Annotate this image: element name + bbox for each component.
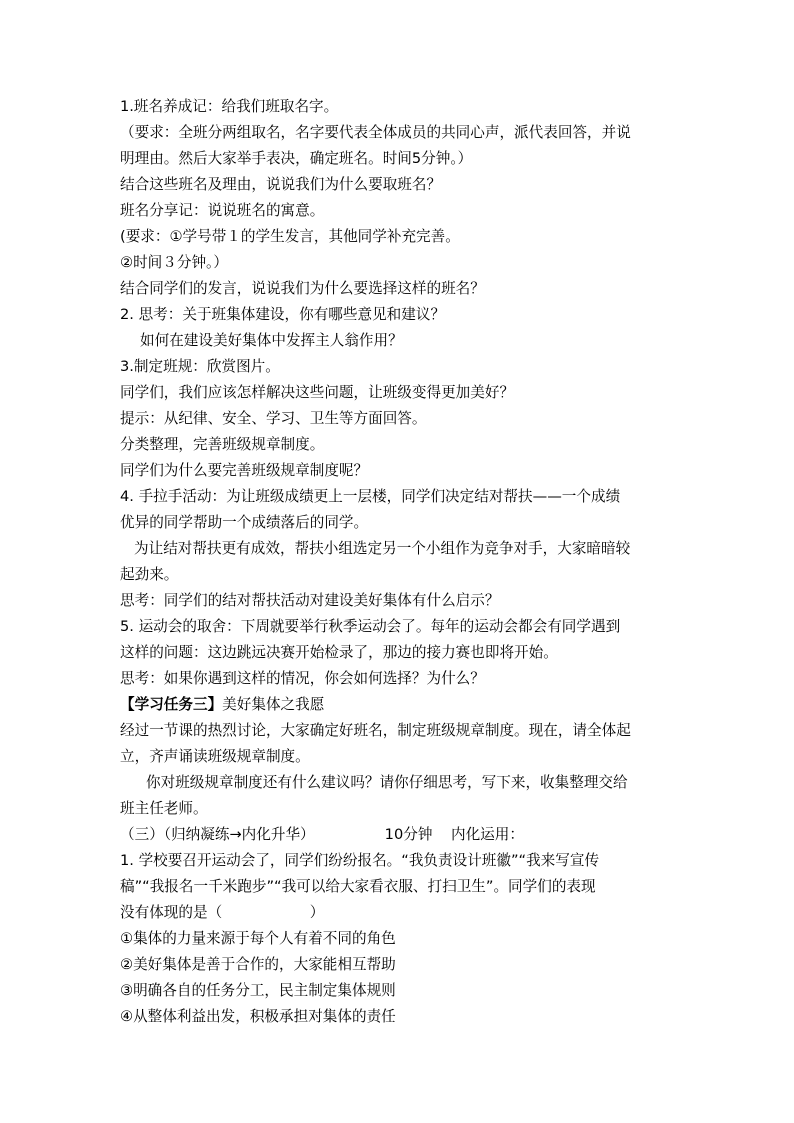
text-line: 如何在建设美好集体中发挥主人翁作用？ bbox=[140, 332, 403, 349]
text-line: 为让结对帮扶更有成效，帮扶小组选定另一个小组作为竞争对手，大家暗暗较 bbox=[134, 540, 631, 557]
text-line: 4. 手拉手活动：为让班级成绩更上一层楼，同学们决定结对帮扶——一个成绩 bbox=[120, 488, 621, 505]
option-line: ①集体的力量来源于每个人有着不同的角色 bbox=[120, 930, 396, 947]
text-line: 立，齐声诵读班级规章制度。 bbox=[120, 748, 310, 765]
question-line: 1. 学校要召开运动会了，同学们纷纷报名。“我负责设计班徽”“我来写宣传 bbox=[120, 852, 600, 869]
stage-heading bbox=[120, 822, 680, 848]
text-line: 2. 思考：关于班集体建设，你有哪些意见和建议？ bbox=[120, 306, 446, 323]
text-line: 明理由。然后大家举手表决，确定班名。时间5分钟。） bbox=[120, 150, 473, 167]
text-line: (要求：①学号带１的学生发言，其他同学补充完善。 bbox=[120, 228, 460, 245]
task-title: 美好集体之我愿 bbox=[222, 696, 325, 713]
text-line: 经过一节课的热烈讨论，大家确定好班名，制定班级规章制度。现在，请全体起 bbox=[120, 722, 631, 739]
text-line: 班主任老师。 bbox=[120, 800, 208, 817]
option-line: ②美好集体是善于合作的，大家能相互帮助 bbox=[120, 956, 396, 973]
stage-use: 内化运用： bbox=[450, 826, 524, 843]
document-body bbox=[120, 94, 680, 1030]
text-line: （要求：全班分两组取名，名字要代表全体成员的共同心声，派代表回答，并说 bbox=[120, 124, 631, 141]
text-line: 3.制定班规：欣赏图片。 bbox=[120, 358, 280, 375]
question-line: 稿”“我报名一千米跑步”“我可以给大家看衣服、打扫卫生”。同学们的表现 bbox=[120, 878, 596, 895]
text-line: 你对班级规章制度还有什么建议吗？请你仔细思考，写下来，收集整理交给 bbox=[146, 774, 628, 791]
text-line: 同学们，我们应该怎样解决这些问题，让班级变得更加美好？ bbox=[120, 384, 515, 401]
text-line: 结合这些班名及理由，说说我们为什么要取班名？ bbox=[120, 176, 442, 193]
text-line: 思考：同学们的结对帮扶活动对建设美好集体有什么启示？ bbox=[120, 592, 500, 609]
text-line: 提示：从纪律、安全、学习、卫生等方面回答。 bbox=[120, 410, 427, 427]
option-line: ④从整体利益出发，积极承担对集体的责任 bbox=[120, 1008, 396, 1025]
text-line: 5. 运动会的取舍：下周就要举行秋季运动会了。每年的运动会都会有同学遇到 bbox=[120, 618, 621, 635]
text-line: 优异的同学帮助一个成绩落后的同学。 bbox=[120, 514, 369, 531]
section-heading bbox=[120, 692, 680, 718]
option-line: ③明确各自的任务分工，民主制定集体规则 bbox=[120, 982, 396, 999]
text-line: 结合同学们的发言，说说我们为什么要选择这样的班名？ bbox=[120, 280, 485, 297]
stage-title: （三）（归纳凝练→内化升华） bbox=[120, 826, 315, 843]
text-line: 起劲来。 bbox=[120, 566, 179, 583]
text-line: 这样的问题：这边跳远决赛开始检录了，那边的接力赛也即将开始。 bbox=[120, 644, 558, 661]
text-line: 1.班名养成记：给我们班取名字。 bbox=[120, 98, 339, 115]
text-line: ②时间３分钟。） bbox=[120, 254, 228, 271]
text-line: 同学们为什么要完善班级规章制度呢？ bbox=[120, 462, 369, 479]
stage-time: 10分钟 bbox=[384, 826, 433, 843]
text-line: 班名分享记：说说班名的寓意。 bbox=[120, 202, 325, 219]
text-line: 思考：如果你遇到这样的情况，你会如何选择？为什么？ bbox=[120, 670, 485, 687]
question-line: 没有体现的是（ ） bbox=[120, 904, 325, 921]
text-line: 分类整理，完善班级规章制度。 bbox=[120, 436, 325, 453]
task-label: 【学习任务三】 bbox=[120, 696, 223, 713]
